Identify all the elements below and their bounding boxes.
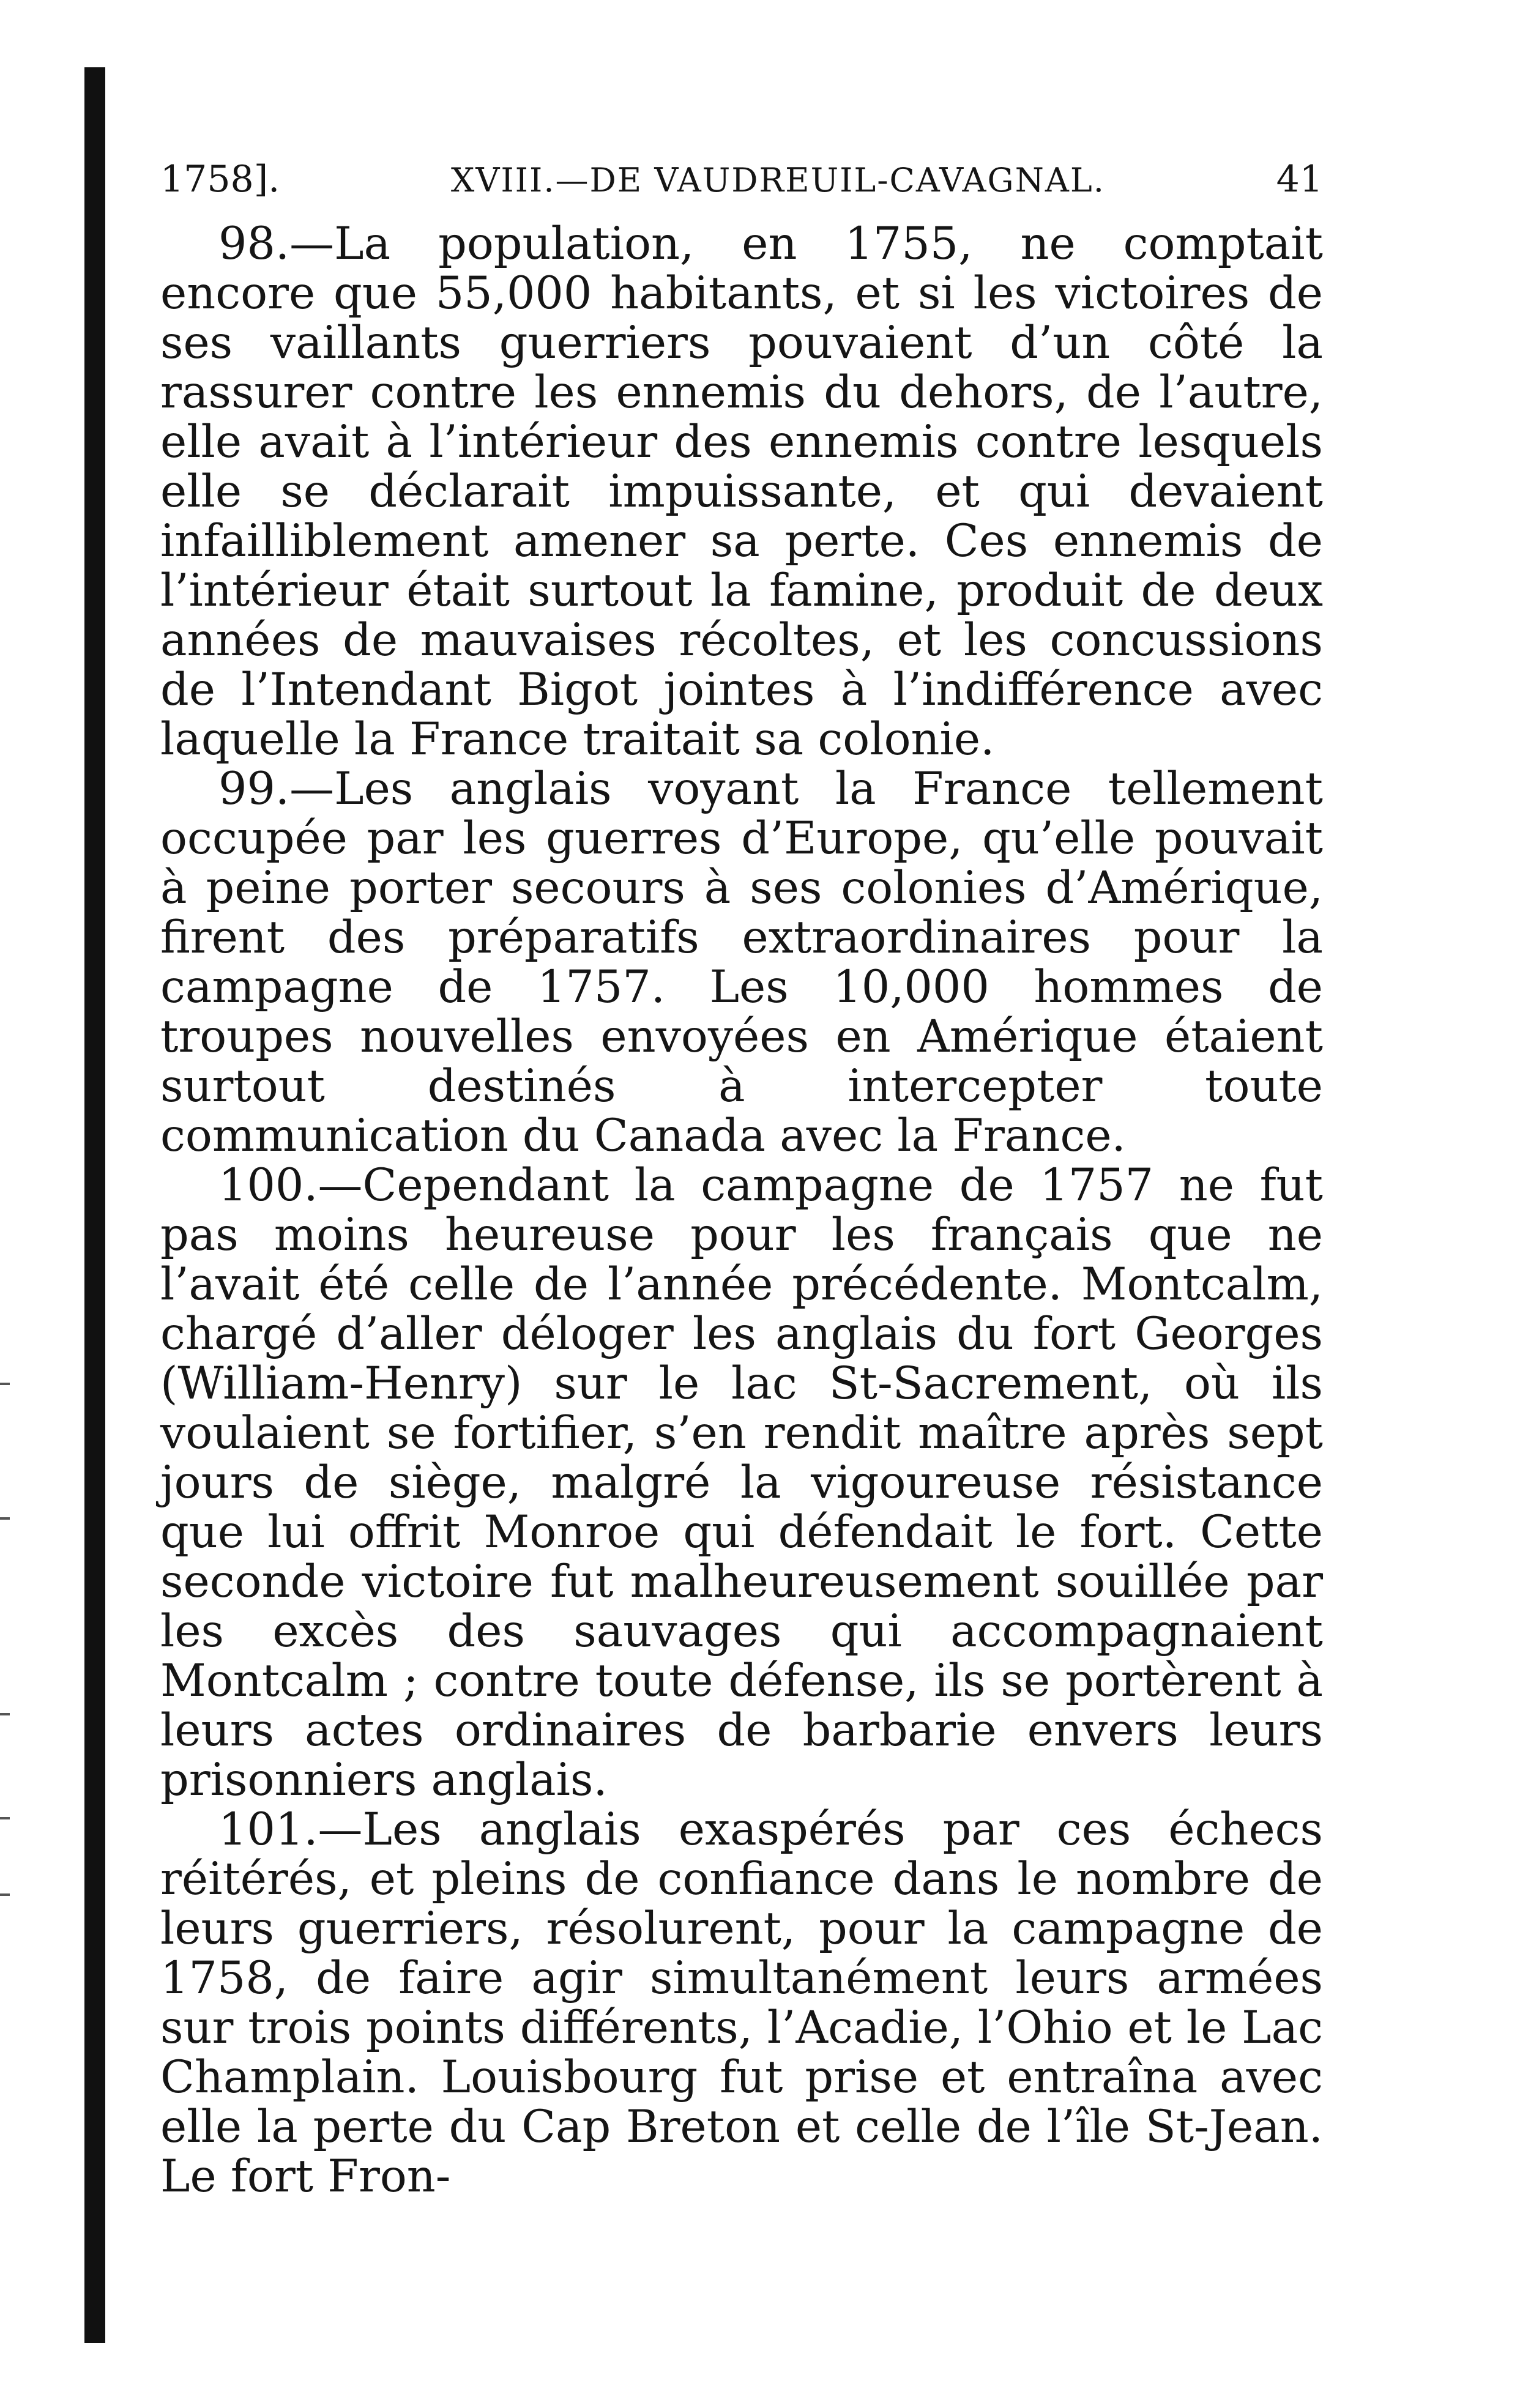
body-text bbox=[160, 219, 1323, 2201]
header-chapter-title: XVIII.—DE VAUDREUIL-CAVAGNAL. bbox=[450, 161, 1105, 199]
margin-speck bbox=[0, 1893, 10, 1896]
page-number: 41 bbox=[1276, 158, 1323, 201]
binding-edge bbox=[84, 67, 105, 2343]
margin-speck bbox=[0, 1713, 10, 1715]
paragraph-100: 100.—Cependant la campagne de 1757 ne fut pas moins heureuse pour les français que ne l’avait été celle de l’année précédente. Montcalm, chargé d’aller déloger les anglais du fort Georges (William-Henry) sur le lac St-Sacrement, où ils voulaient se fortifier, s’en rendit maître après sept jours de siège, malgré la vigoureuse résistance que lui offrit Monroe qui défendait le fort. Cette seconde victoire fut malheureusement souillée par les excès des sauvages qui accompagnaient Montcalm ; contre toute défense, ils se portèrent à leurs actes ordinaires de barbarie envers leurs prisonniers anglais. bbox=[160, 1159, 1323, 1806]
margin-speck bbox=[0, 1817, 10, 1819]
paragraph-99: 99.—Les anglais voyant la France tellement occupée par les guerres d’Europe, qu’elle pouvait à peine porter secours à ses colonies d’Amérique, firent des préparatifs extraordinaires pour la campagne de 1757. Les 10,000 hommes de troupes nouvelles envoyées en Amérique étaient surtout destinés à intercepter toute communication du Canada avec la France. bbox=[160, 763, 1323, 1162]
margin-speck bbox=[0, 1383, 10, 1385]
margin-speck bbox=[0, 1517, 10, 1520]
running-header bbox=[160, 158, 1323, 201]
paragraph-98: 98.—La population, en 1755, ne comptait encore que 55,000 habitants, et si les victoires de ses vaillants guerriers pouvaient d’un côté la rassurer contre les ennemis du dehors, de l’autre, elle avait à l’intérieur des ennemis contre lesquels elle se déclarait impuissante, et qui devaient infailliblement amener sa perte. Ces ennemis de l’intérieur était surtout la famine, produit de deux années de mauvaises récoltes, et les concussions de l’Intendant Bigot jointes à l’indifférence avec laquelle la France traitait sa colonie. bbox=[160, 218, 1323, 765]
paragraph-101: 101.—Les anglais exaspérés par ces échecs réitérés, et pleins de confiance dans le nombre de leurs guerriers, résolurent, pour la campagne de 1758, de faire agir simultanément leurs armées sur trois points différents, l’Acadie, l’Ohio et le Lac Champlain. Louisbourg fut prise et entraîna avec elle la perte du Cap Breton et celle de l’île St-Jean. Le fort Fron- bbox=[160, 1804, 1323, 2202]
book-page bbox=[160, 158, 1323, 2201]
header-year: 1758]. bbox=[160, 158, 280, 201]
